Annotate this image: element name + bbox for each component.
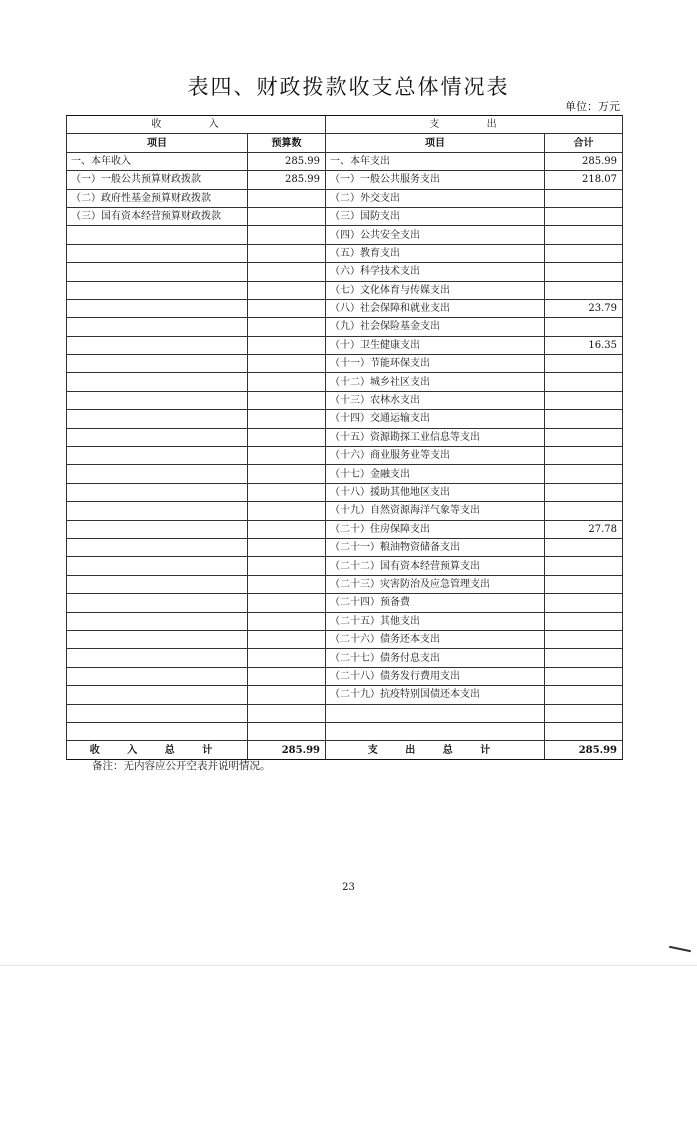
income-value (248, 189, 326, 207)
table-row (67, 299, 623, 317)
expense-item: （十一）节能环保支出 (326, 355, 545, 373)
expense-item: （二十二）国有资本经营预算支出 (326, 557, 545, 575)
expense-item: （二十六）债务还本支出 (326, 630, 545, 648)
expense-value (545, 630, 623, 648)
expense-value (545, 207, 623, 225)
income-value (248, 686, 326, 704)
income-value (248, 226, 326, 244)
expense-value (545, 465, 623, 483)
expense-item: （九）社会保险基金支出 (326, 318, 545, 336)
expense-item: （十九）自然资源海洋气象等支出 (326, 502, 545, 520)
expense-total-value: 285.99 (545, 741, 623, 760)
income-item (67, 281, 248, 299)
income-value (248, 410, 326, 428)
table-row (67, 557, 623, 575)
income-total-label: 收 入 总 计 (67, 741, 248, 760)
expense-item: （二十八）债务发行费用支出 (326, 667, 545, 685)
income-section-label: 收 入 (67, 116, 326, 134)
expense-value (545, 226, 623, 244)
expense-item: （三）国防支出 (326, 207, 545, 225)
expense-value (545, 447, 623, 465)
income-item (67, 575, 248, 593)
expense-item: （二十）住房保障支出 (326, 520, 545, 538)
expense-item: （十五）资源勘探工业信息等支出 (326, 428, 545, 446)
expense-value: 285.99 (545, 152, 623, 170)
expense-item: （四）公共安全支出 (326, 226, 545, 244)
income-value (248, 594, 326, 612)
empty-row (67, 722, 623, 740)
income-item (67, 244, 248, 262)
income-value (248, 391, 326, 409)
section-header-row (67, 116, 623, 134)
expense-value (545, 575, 623, 593)
expense-section-label: 支 出 (326, 116, 623, 134)
income-item (67, 373, 248, 391)
expense-item: （五）教育支出 (326, 244, 545, 262)
expense-value (545, 263, 623, 281)
column-header-row (67, 134, 623, 152)
table-row (67, 207, 623, 225)
income-value (248, 612, 326, 630)
expense-item: （二十三）灾害防治及应急管理支出 (326, 575, 545, 593)
empty-cell (248, 704, 326, 722)
expense-value (545, 557, 623, 575)
income-value: 285.99 (248, 152, 326, 170)
expense-item-header: 项目 (326, 134, 545, 152)
income-value (248, 373, 326, 391)
income-item (67, 649, 248, 667)
table-row (67, 686, 623, 704)
income-item (67, 299, 248, 317)
expense-item: （十三）农林水支出 (326, 391, 545, 409)
expense-value (545, 281, 623, 299)
income-value (248, 336, 326, 354)
income-item: （二）政府性基金预算财政拨款 (67, 189, 248, 207)
expense-item: （八）社会保障和就业支出 (326, 299, 545, 317)
table-row (67, 447, 623, 465)
expense-item: （十四）交通运输支出 (326, 410, 545, 428)
expense-value (545, 612, 623, 630)
expense-total-label: 支 出 总 计 (326, 741, 545, 760)
expense-item: （十七）金融支出 (326, 465, 545, 483)
table-row (67, 152, 623, 170)
expense-value (545, 373, 623, 391)
expense-item: （十二）城乡社区支出 (326, 373, 545, 391)
income-value (248, 520, 326, 538)
expense-value (545, 355, 623, 373)
expense-value: 27.78 (545, 520, 623, 538)
income-item (67, 630, 248, 648)
expense-value: 16.35 (545, 336, 623, 354)
income-item (67, 538, 248, 556)
expense-value (545, 391, 623, 409)
table-row (67, 465, 623, 483)
expense-value (545, 483, 623, 501)
expense-value (545, 538, 623, 556)
income-item (67, 410, 248, 428)
table-row (67, 520, 623, 538)
table-row (67, 318, 623, 336)
table-body (67, 116, 623, 760)
table-row (67, 667, 623, 685)
expense-value (545, 649, 623, 667)
expense-item: （二十九）抗疫特别国债还本支出 (326, 686, 545, 704)
income-item (67, 520, 248, 538)
income-value (248, 502, 326, 520)
expense-item: （二十五）其他支出 (326, 612, 545, 630)
empty-cell (326, 704, 545, 722)
table-row (67, 410, 623, 428)
expense-item: （七）文化体育与传媒支出 (326, 281, 545, 299)
income-item (67, 612, 248, 630)
totals-row (67, 741, 623, 760)
empty-cell (545, 704, 623, 722)
expense-item: （二十一）粮油物资储备支出 (326, 538, 545, 556)
income-value (248, 428, 326, 446)
income-item (67, 226, 248, 244)
table-row (67, 226, 623, 244)
table-row (67, 355, 623, 373)
table-row (67, 336, 623, 354)
table-title: 表四、财政拨款收支总体情况表 (187, 75, 510, 99)
total-header: 合计 (545, 134, 623, 152)
income-value (248, 667, 326, 685)
table-row (67, 244, 623, 262)
expense-item: （二十七）债务付息支出 (326, 649, 545, 667)
expense-item: （二）外交支出 (326, 189, 545, 207)
table-row (67, 483, 623, 501)
expense-item: （十八）援助其他地区支出 (326, 483, 545, 501)
footnote: 备注：无内容应公开空表并说明情况。 (92, 760, 271, 772)
empty-cell (67, 704, 248, 722)
income-item (67, 355, 248, 373)
income-value (248, 649, 326, 667)
income-value (248, 207, 326, 225)
expense-value (545, 667, 623, 685)
expense-value: 23.79 (545, 299, 623, 317)
income-total-value: 285.99 (248, 741, 326, 760)
income-item (67, 318, 248, 336)
table-row (67, 575, 623, 593)
income-item: （三）国有资本经营预算财政拨款 (67, 207, 248, 225)
expense-item: （二十四）预备费 (326, 594, 545, 612)
income-item: （一）一般公共预算财政拨款 (67, 171, 248, 189)
expense-value (545, 428, 623, 446)
expense-item: 一、本年支出 (326, 152, 545, 170)
table-row (67, 428, 623, 446)
table-row (67, 538, 623, 556)
income-value (248, 263, 326, 281)
expense-value (545, 594, 623, 612)
income-value (248, 557, 326, 575)
empty-cell (248, 722, 326, 740)
income-value (248, 483, 326, 501)
income-value (248, 318, 326, 336)
income-value (248, 244, 326, 262)
income-value (248, 299, 326, 317)
income-item (67, 391, 248, 409)
page-edge (0, 965, 697, 966)
expense-item: （一）一般公共服务支出 (326, 171, 545, 189)
table-row (67, 502, 623, 520)
income-item (67, 263, 248, 281)
income-item (67, 447, 248, 465)
income-value: 285.99 (248, 171, 326, 189)
income-item (67, 502, 248, 520)
table-row (67, 594, 623, 612)
unit-label: 单位：万元 (565, 100, 620, 113)
budget-header: 预算数 (248, 134, 326, 152)
expense-value (545, 410, 623, 428)
table-row (67, 391, 623, 409)
income-value (248, 355, 326, 373)
income-value (248, 281, 326, 299)
expense-value: 218.07 (545, 171, 623, 189)
income-item (67, 557, 248, 575)
table-row (67, 171, 623, 189)
table-row (67, 263, 623, 281)
empty-cell (326, 722, 545, 740)
empty-cell (545, 722, 623, 740)
expense-value (545, 502, 623, 520)
income-item (67, 465, 248, 483)
income-value (248, 630, 326, 648)
page-number: 23 (342, 882, 355, 893)
table-row (67, 373, 623, 391)
income-item (67, 336, 248, 354)
income-value (248, 575, 326, 593)
income-value (248, 538, 326, 556)
expense-value (545, 244, 623, 262)
expense-value (545, 318, 623, 336)
expense-item: （十）卫生健康支出 (326, 336, 545, 354)
table-row (67, 649, 623, 667)
income-item (67, 686, 248, 704)
table-row (67, 630, 623, 648)
expense-item: （六）科学技术支出 (326, 263, 545, 281)
expense-value (545, 189, 623, 207)
expense-item: （十六）商业服务业等支出 (326, 447, 545, 465)
income-value (248, 465, 326, 483)
empty-cell (67, 722, 248, 740)
table-row (67, 612, 623, 630)
income-item (67, 483, 248, 501)
income-value (248, 447, 326, 465)
table-row (67, 189, 623, 207)
income-item: 一、本年收入 (67, 152, 248, 170)
financial-table (66, 115, 623, 760)
income-item (67, 428, 248, 446)
income-item-header: 项目 (67, 134, 248, 152)
income-item (67, 667, 248, 685)
expense-value (545, 686, 623, 704)
income-item (67, 594, 248, 612)
table-row (67, 281, 623, 299)
empty-row (67, 704, 623, 722)
